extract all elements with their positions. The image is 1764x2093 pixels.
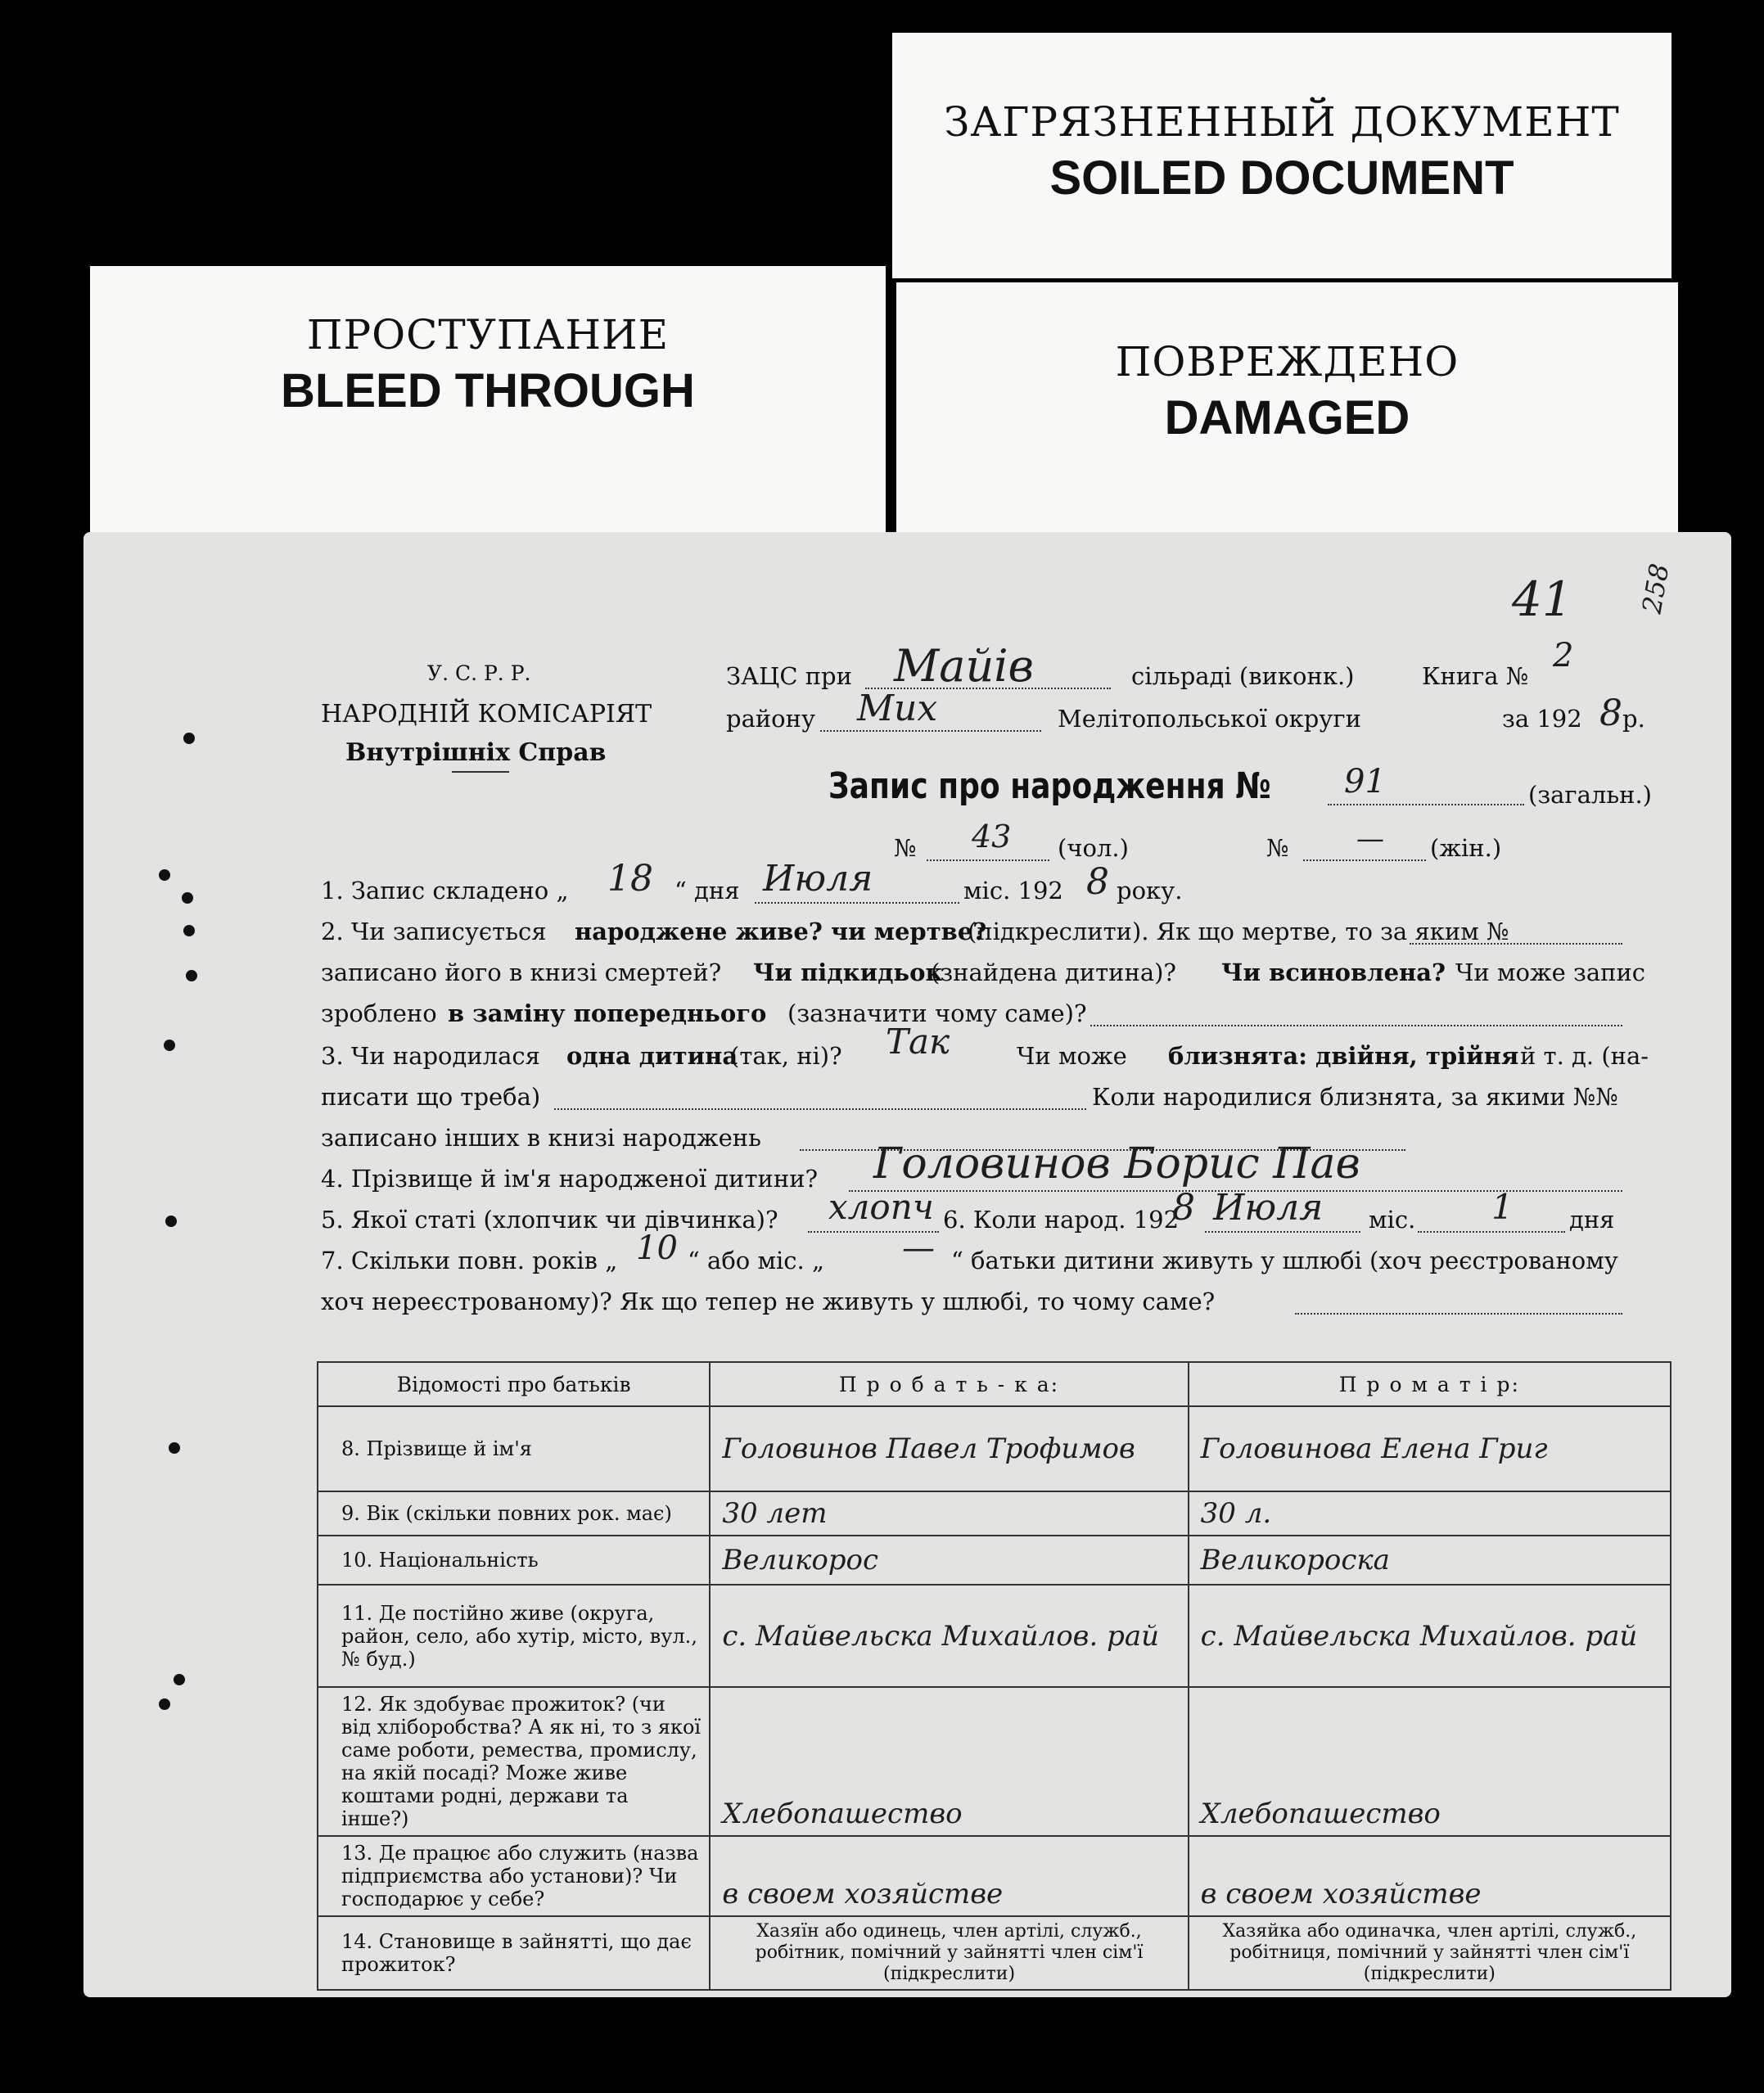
q1-year-suffix: року.	[1117, 877, 1183, 904]
record-number: 91	[1344, 763, 1386, 801]
table-row	[318, 1916, 1671, 1990]
table-header: П р о м а т і р:	[1189, 1362, 1671, 1406]
table-header: П р о б а т ь - к а:	[710, 1362, 1188, 1406]
q1-prefix: 1. Запис складено „	[321, 877, 569, 904]
header-divider	[452, 771, 509, 773]
row-label: 14. Становище в зайнятті, що дає прожиток?	[318, 1916, 710, 1990]
q1-year-prefix: міс. 192	[963, 877, 1063, 904]
q6-day-label: дня	[1569, 1206, 1615, 1234]
q3-text-g: записано інших в книзі народжень	[321, 1124, 761, 1152]
general-label: (загальн.)	[1528, 781, 1652, 809]
q4-label: 4. Прізвище й ім'я народженої дитини?	[321, 1165, 819, 1193]
row-label: 8. Прізвище й ім'я	[318, 1406, 710, 1491]
punch-hole	[159, 869, 170, 881]
q7-line	[1295, 1313, 1622, 1315]
zags-prefix: ЗАЦС при	[726, 662, 852, 690]
row-label: 13. Де працює або служить (назва підприємства або установи)? Чи господарює у себе?	[318, 1836, 710, 1916]
table-header: Відомості про батьків	[318, 1362, 710, 1406]
raion-label: району	[726, 705, 816, 733]
punch-hole	[182, 892, 193, 904]
marriage-years: 10	[636, 1229, 678, 1267]
q2-text-a: 2. Чи записується	[321, 918, 547, 945]
punch-hole	[169, 1442, 180, 1454]
q2-foundling-note: (знайдена дитина)?	[931, 959, 1176, 986]
table-row	[318, 1406, 1671, 1491]
father-cell: Великорос	[710, 1536, 1188, 1585]
selrada-label: сільраді (виконк.)	[1131, 662, 1355, 690]
mother-cell: 30 л.	[1189, 1491, 1671, 1536]
q3-text-f: Коли народилися близнята, за якими №№	[1092, 1083, 1618, 1111]
punch-hole	[165, 1216, 177, 1227]
bleed-label-en: BLEED THROUGH	[281, 364, 695, 417]
mother-cell: Хазяйка або одиначка, член артілі, служб., робітниця, помічний у зайнятті член сім'ї (підкреслити)	[1189, 1916, 1671, 1990]
q2-text-e: Чи може запис	[1455, 959, 1646, 986]
q2-text-g: (зазначити чому саме)?	[787, 999, 1087, 1027]
father-cell: в своем хозяйстве	[710, 1836, 1188, 1916]
q3-text-b: (так, ні)?	[730, 1042, 842, 1070]
q1-month-line	[755, 902, 959, 904]
q2-adopted: Чи всиновлена?	[1221, 959, 1446, 986]
q2-replacement-line	[1090, 1025, 1622, 1026]
table-header-row	[318, 1362, 1671, 1406]
row-label: 10. Національність	[318, 1536, 710, 1585]
row-label: 12. Як здобуває прожиток? (чи від хліборобства? А як ні, то з якої саме роботи, ремества, промислу, на якій посаді? Може живе коштами родні, держави та інше?)	[318, 1687, 710, 1836]
record-title: Запис про народження №	[828, 765, 1271, 807]
damaged-card	[896, 282, 1678, 548]
damaged-label-en: DAMAGED	[1164, 391, 1410, 444]
year-value: 8	[1599, 692, 1622, 734]
bleed-through-card	[90, 266, 886, 548]
q3-twins: близнята: двійня, трійня	[1168, 1042, 1519, 1070]
year-prefix: за 192	[1502, 705, 1582, 733]
q3-one-child: одна дитина	[566, 1042, 738, 1070]
birth-day: 1	[1491, 1187, 1514, 1227]
q3-value: Так	[886, 1022, 950, 1062]
punch-hole	[174, 1674, 185, 1685]
table-row	[318, 1836, 1671, 1916]
q1-day: 18	[607, 858, 653, 900]
q2-foundling: Чи підкидьок	[753, 959, 943, 986]
q2-text-d: записано його в книзі смертей?	[321, 959, 722, 986]
q3-text-c: Чи може	[1017, 1042, 1127, 1070]
q2-replacement: в заміну попереднього	[448, 999, 767, 1027]
soiled-document-card	[892, 33, 1672, 278]
q7-text-a: 7. Скільки повн. років „	[321, 1247, 618, 1274]
q3-text-e: писати що треба)	[321, 1083, 541, 1111]
father-cell: Хазяїн або одинець, член артілі, служб., робітник, помічний у зайнятті член сім'ї (підкреслити)	[710, 1916, 1188, 1990]
birth-record-sheet	[83, 532, 1731, 1997]
marriage-months: —	[902, 1229, 935, 1267]
female-label: (жін.)	[1430, 834, 1502, 862]
q6-month-label: міс.	[1369, 1206, 1416, 1234]
row-label: 11. Де постійно живе (округа, район, село, або хутір, місто, вул., № буд.)	[318, 1585, 710, 1687]
book-value: 2	[1553, 637, 1574, 674]
female-number-line	[1303, 859, 1426, 861]
corner-mark: 41	[1512, 571, 1572, 627]
zags-value: Майів	[894, 640, 1034, 692]
raion-line	[820, 730, 1041, 732]
table-row	[318, 1687, 1671, 1836]
book-label: Книга №	[1422, 662, 1529, 690]
q6-month-line	[1205, 1231, 1360, 1233]
mother-cell: Головинова Елена Григ	[1189, 1406, 1671, 1491]
corner-page-number: 258	[1635, 561, 1676, 616]
year-suffix: р.	[1622, 705, 1645, 733]
q1-day-suffix: “ дня	[674, 877, 740, 904]
male-number-label: №	[894, 834, 917, 862]
q1-month: Июля	[763, 858, 873, 900]
q2-text-f: зроблено	[321, 999, 437, 1027]
punch-hole	[186, 970, 197, 981]
q5-label: 5. Якої статі (хлопчик чи дівчинка)?	[321, 1206, 778, 1234]
table-row	[318, 1491, 1671, 1536]
soiled-label-ru: ЗАГРЯЗНЕННЫЙ ДОКУМЕНТ	[944, 98, 1620, 146]
okrug-label: Мелітопольської округи	[1058, 705, 1361, 733]
father-cell: с. Майвельска Михайлов. рай	[710, 1585, 1188, 1687]
q2-text-c: (підкреслити). Як що мертве, то за яким №	[968, 918, 1509, 945]
commissariat-label: НАРОДНІЙ КОМІСАРІЯТ	[321, 700, 652, 728]
bleed-label-ru: ПРОСТУПАНИЕ	[306, 311, 670, 359]
q6-day-line	[1418, 1231, 1565, 1233]
punch-hole	[183, 925, 195, 936]
q3-text-a: 3. Чи народилася	[321, 1042, 540, 1070]
female-number-label: №	[1266, 834, 1289, 862]
male-label: (чол.)	[1058, 834, 1129, 862]
q7-text-c: “ батьки дитини живуть у шлюбі (хоч реєстрованому	[951, 1247, 1618, 1274]
table-row	[318, 1536, 1671, 1585]
q3-text-d: й т. д. (на-	[1520, 1042, 1649, 1070]
father-cell: Головинов Павел Трофимов	[710, 1406, 1188, 1491]
q3-twins-line	[554, 1108, 1086, 1110]
q1-year: 8	[1086, 861, 1109, 903]
q2-line	[1410, 943, 1622, 945]
usrr-label: У. С. Р. Р.	[427, 661, 531, 685]
raion-value: Мих	[857, 688, 938, 729]
father-cell: Хлебопашество	[710, 1687, 1188, 1836]
birth-month: Июля	[1213, 1187, 1324, 1229]
mother-cell: с. Майвельска Михайлов. рай	[1189, 1585, 1671, 1687]
q7-text-d: хоч нереєстрованому)? Як що тепер не живуть у шлюбі, то чому саме?	[321, 1288, 1216, 1315]
damaged-label-ru: ПОВРЕЖДЕНО	[1115, 338, 1459, 386]
title-number-line	[1328, 804, 1524, 805]
child-name: Головинов Борис Пав	[873, 1139, 1360, 1189]
q6-label: 6. Коли народ. 192	[943, 1206, 1180, 1234]
child-sex: хлопч	[828, 1187, 934, 1227]
soiled-label-en: SOILED DOCUMENT	[1049, 151, 1514, 205]
birth-year: 8	[1172, 1187, 1195, 1229]
parents-table	[317, 1361, 1672, 1991]
mother-cell: Хлебопашество	[1189, 1687, 1671, 1836]
male-number-line	[927, 859, 1049, 861]
punch-hole	[164, 1040, 175, 1051]
internal-affairs-label: Внутрішніх Справ	[345, 738, 607, 767]
female-number-value: —	[1356, 823, 1384, 855]
male-number-value: 43	[972, 819, 1012, 855]
table-row	[318, 1585, 1671, 1687]
mother-cell: Великороска	[1189, 1536, 1671, 1585]
q7-text-b: “ або міс. „	[688, 1247, 825, 1274]
mother-cell: в своем хозяйстве	[1189, 1836, 1671, 1916]
row-label: 9. Вік (скільки повних рок. має)	[318, 1491, 710, 1536]
punch-hole	[159, 1698, 170, 1710]
q2-text-b: народжене живе? чи мертве?	[575, 918, 987, 945]
punch-hole	[183, 733, 195, 744]
father-cell: 30 лет	[710, 1491, 1188, 1536]
